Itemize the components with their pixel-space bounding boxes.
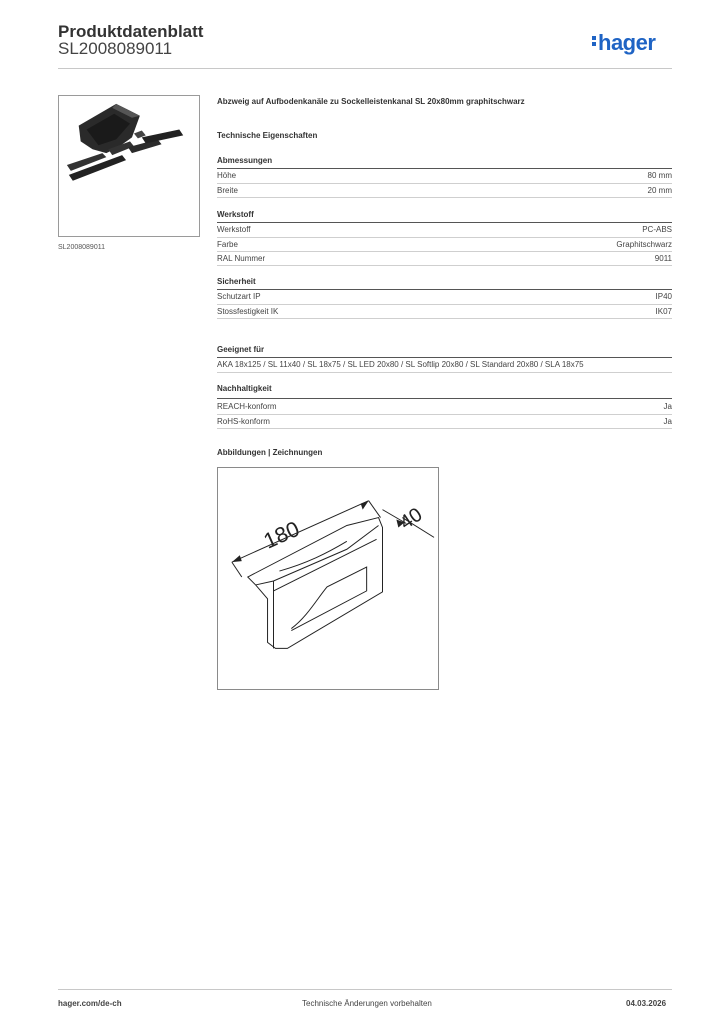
section-label-material: Werkstoff [217, 210, 254, 219]
row-key: REACH-konform [217, 402, 277, 411]
row-value: Ja [663, 417, 672, 426]
row-value: 80 mm [647, 171, 672, 180]
row-divider [217, 428, 672, 429]
row-key: Breite [217, 186, 238, 195]
row-value: Graphitschwarz [616, 240, 672, 249]
row-key: Werkstoff [217, 225, 251, 234]
product-photo-icon [59, 96, 199, 236]
row-value: 9011 [654, 254, 672, 263]
image-caption: SL2008089011 [58, 244, 105, 251]
row-key: Schutzart IP [217, 292, 261, 301]
footer-date: 04.03.2026 [626, 999, 667, 1008]
logo-text: hager [598, 30, 656, 55]
row-divider [217, 265, 672, 266]
table-row [217, 304, 672, 318]
dimension-label-length: 180 [259, 515, 304, 554]
suitable-list: AKA 18x125 / SL 11x40 / SL 18x75 / SL LED 20x80 / SL Softlip 20x80 / SL Standard 20x80 / SLA 18x75 [217, 360, 584, 369]
section-label-dimensions: Abmessungen [217, 156, 273, 165]
table-row [217, 400, 672, 414]
row-divider [217, 318, 672, 319]
page-title: Produktdatenblatt [58, 22, 204, 41]
suitable-text [217, 358, 672, 372]
header-divider [58, 68, 672, 69]
table-row [217, 183, 672, 197]
technical-drawing [217, 467, 439, 690]
row-value: IK07 [655, 307, 672, 316]
hager-logo [592, 30, 655, 56]
row-key: RoHS-konform [217, 417, 270, 426]
logo-dots-icon [592, 34, 596, 48]
row-divider [217, 197, 672, 198]
product-title: Abzweig auf Aufbodenkanäle zu Sockelleistenkanal SL 20x80mm graphitschwarz [217, 97, 525, 106]
dimension-drawing-icon [218, 468, 438, 689]
row-value: Ja [663, 402, 672, 411]
table-row [217, 251, 672, 265]
table-row [217, 223, 672, 237]
section-label-sustainability: Nachhaltigkeit [217, 384, 272, 393]
section-label-suitable: Geeignet für [217, 345, 265, 354]
row-key: Höhe [217, 171, 237, 180]
dimension-label-width: 40 [395, 503, 427, 535]
table-row [217, 290, 672, 304]
article-number: SL2008089011 [58, 39, 173, 58]
properties-heading: Technische Eigenschaften [217, 131, 318, 140]
section-label-drawings: Abbildungen | Zeichnungen [217, 448, 323, 457]
section-divider [217, 398, 672, 399]
table-row [217, 237, 672, 251]
row-value: IP40 [655, 292, 672, 301]
footer-website-link[interactable]: hager.com/de-ch [58, 999, 122, 1008]
row-key: RAL Nummer [217, 254, 266, 263]
product-image [58, 95, 200, 237]
row-value: 20 mm [647, 186, 672, 195]
row-key: Farbe [217, 240, 238, 249]
section-label-safety: Sicherheit [217, 277, 256, 286]
footer-notice: Technische Änderungen vorbehalten [302, 999, 432, 1008]
row-value: PC-ABS [642, 225, 672, 234]
table-row [217, 414, 672, 428]
table-row [217, 169, 672, 183]
row-divider [217, 372, 672, 373]
row-key: Stossfestigkeit IK [217, 307, 279, 316]
footer-divider [58, 989, 672, 990]
